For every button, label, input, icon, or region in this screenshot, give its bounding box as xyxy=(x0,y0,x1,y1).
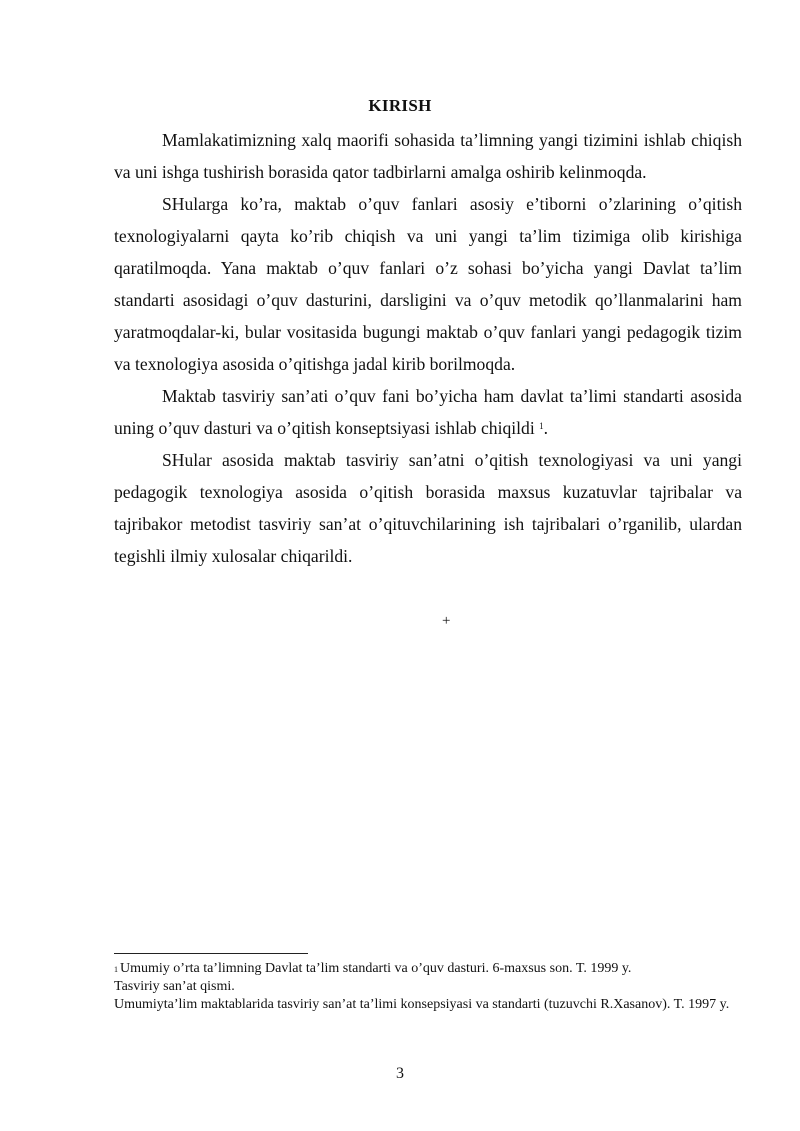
paragraph-4: SHular asosida maktab tasviriy san’atni o’qitish texnologiyasi va uni yangi pedagogik texnologiya asosida o’qitish borasida maxsus kuzatuvlar tajribalar va tajribakor metodist tasviriy san’at o’qituvchilarining ish tajribalari o’rganilib, ulardan tegishli ilmiy xulosalar chiqarildi. xyxy=(114,450,742,566)
paragraph-1: Mamlakatimizning xalq maorifi sohasida ta’limning yangi tizimini ishlab chiqish va uni ishga tushirish borasida qator tadbirlarni amalga oshirib kelinmoqda. xyxy=(114,130,742,182)
paragraph-3-text: Maktab tasviriy san’ati o’quv fani bo’yicha ham davlat ta’limi standarti asosida uning o’quv dasturi va o’qitish konseptsiyasi ishlab chiqildi xyxy=(114,386,742,438)
footnotes xyxy=(114,960,742,1014)
paragraph-3 xyxy=(114,380,742,444)
footnote-marker: 1 xyxy=(114,965,118,974)
footnote-2: Umumiyta’lim maktablarida tasviriy san’at ta’limi konsepsiyasi va standarti (tuzuvchi R.Xasanov). T. 1997 y. xyxy=(114,997,730,1012)
page-title: KIRISH xyxy=(368,96,432,115)
footnote-1-text: Umumiy o’rta ta’limning Davlat ta’lim standarti va o’quv dasturi. 6-maxsus son. T. 1999 y. xyxy=(120,961,632,976)
footnote-1-line-2: Tasviriy san’at qismi. xyxy=(114,979,235,994)
paragraph-3-period: . xyxy=(543,418,549,438)
footnote-1-line-1 xyxy=(114,960,742,978)
footnote-separator xyxy=(114,953,308,954)
footnote-reference[interactable]: 1 xyxy=(539,421,544,431)
body-text xyxy=(114,124,742,572)
paragraph-2: SHularga ko’ra, maktab o’quv fanlari asosiy e’tiborni o’zlarining o’qitish texnologiyalarni qayta ko’rib chiqish va uni yangi ta’lim tizimiga olib kirishiga qaratilmoqda. Yana maktab o’quv fanlari o’z sohasi bo’yicha yangi Davlat ta’lim standarti asosidagi o’quv dasturini, darsligini va o’quv metodik qo’llanmalarini ham yaratmoqdalar-ki, bular vositasida bugungi maktab o’quv fanlari yangi pedagogik tizim va texnologiya asosida o’qitishga jadal kirib borilmoqda. xyxy=(114,194,742,374)
page-number: 3 xyxy=(396,1065,404,1082)
plus-mark: + xyxy=(442,613,451,629)
